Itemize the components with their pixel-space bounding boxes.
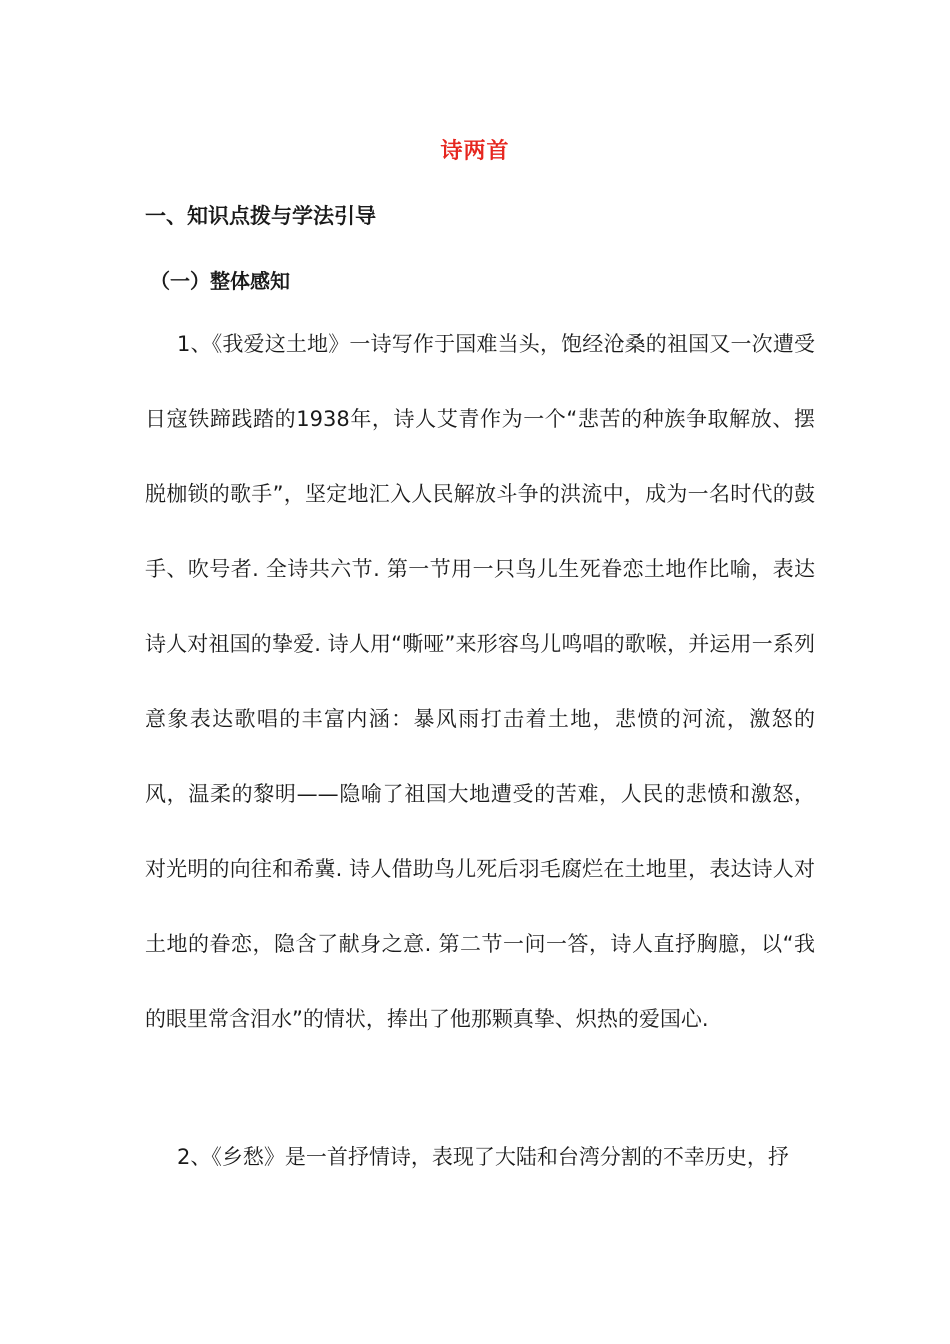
section-heading: 一、知识点拨与学法引导	[145, 204, 376, 228]
document-title: 诗两首	[440, 139, 510, 164]
paragraph-2: 2、《乡愁》是一首抒情诗，表现了大陆和台湾分割的不幸历史，抒	[177, 1145, 789, 1169]
paragraph-1: 1、《我爱这土地》一诗写作于国难当头，饱经沧桑的祖国又一次遭受日寇铁蹄践踏的1938年，诗人艾青作为一个“悲苦的种族争取解放、摆脱枷锁的歌手”，坚定地汇入人民解放斗争的洪流中，成为一名时代的鼓手、吹号者. 全诗共六节. 第一节用一只鸟儿生死眷恋土地作比喻，表达诗人对祖国的挚爱. 诗人用“嘶哑”来形容鸟儿鸣唱的歌喉，并运用一系列意象表达歌唱的丰富内涵：暴风雨打击着土地，悲愤的河流，激怒的风，温柔的黎明——隐喻了祖国大地遭受的苦难，人民的悲愤和激怒，对光明的向往和希冀. 诗人借助鸟儿死后羽毛腐烂在土地里，表达诗人对土地的眷恋，隐含了献身之意. 第二节一问一答，诗人直抒胸臆，以“我的眼里常含泪水”的情状，捧出了他那颗真挚、炽热的爱国心.	[145, 332, 815, 1031]
subsection-heading: （一）整体感知	[150, 269, 290, 293]
